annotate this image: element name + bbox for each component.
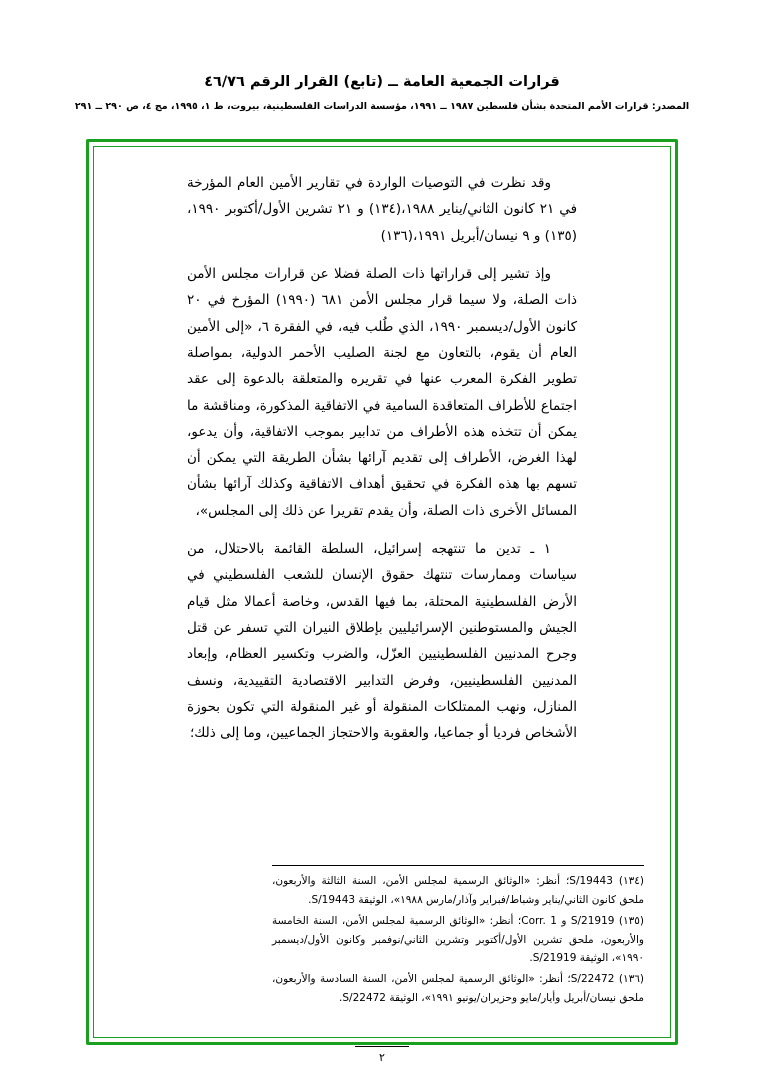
document-header [0,0,764,114]
footnote-item: (١٣٤) S/19443؛ أنظر: «الوثائق الرسمية لمجلس الأمن، السنة الثالثة والأربعون، ملحق كانون الثاني/يناير وشباط/فبراير وآذار/مارس ١٩٨٨»، الوثيقة S/19443. [272,875,644,906]
paragraph: وقد نظرت في التوصيات الواردة في تقارير الأمين العام المؤرخة في ٢١ كانون الثاني/يناير ١٩٨٨،(١٣٤) و ٢١ تشرين الأول/أكتوبر ١٩٩٠،(١٣٥) و ٩ نيسان/أبريل ١٩٩١،(١٣٦) [187,175,578,244]
document-content [120,170,644,1010]
page-footer [0,1046,764,1064]
page-number: ٢ [379,1051,385,1064]
body-text [187,170,577,747]
footer-divider [355,1046,409,1047]
paragraph: وإذ تشير إلى قراراتها ذات الصلة فضلا عن قرارات مجلس الأمن ذات الصلة، ولا سيما قرار مجلس الأمن ٦٨١ (١٩٩٠) المؤرخ في ٢٠ كانون الأول/ديسمبر ١٩٩٠، الذي طُلب فيه، في الفقرة ٦، «إلى الأمين العام أن يقوم، بالتعاون مع لجنة الصليب الأحمر الدولية، بمواصلة تطوير الفكرة المعرب عنها في تقريره والمتعلقة بالدعوة إلى عقد اجتماع للأطراف المتعاقدة السامية في الاتفاقية المذكورة، ومناقشة ما يمكن أن تتخذه هذه الأطراف من تدابير بموجب الاتفاقية، وأن يدعو، لهذا الغرض، الأطراف إلى تقديم آرائها بشأن الطريقة التي يمكن أن تسهم بها هذه الفكرة في تحقيق أهداف الاتفاقية وكذلك آرائها بشأن المسائل الأخرى ذات الصلة، وأن يقدم تقريرا عن ذلك إلى المجلس»، [187,265,577,519]
footnote-item: (١٣٥) S/21919 و Corr. 1؛ أنظر: «الوثائق الرسمية لمجلس الأمن، السنة الخامسة والأربعون، ملحق تشرين الأول/أكتوبر وتشرين الثاني/نوفمبر وكانون الأول/ديسمبر ١٩٩٠»، الوثيقة S/21919. [272,915,645,964]
paragraph: ١ ـ تدين ما تنتهجه إسرائيل، السلطة القائمة بالاحتلال، من سياسات وممارسات تنتهك حقوق الإنسان للشعب الفلسطيني في الأرض الفلسطينية المحتلة، بما فيها القدس، وخاصة أعمالا مثل قيام الجيش والمستوطنين الإسرائيليين بإطلاق النيران التي تسفر عن قتل وجرح المدنيين الفلسطينيين العزّل، والضرب وتكسير العظام، وإبعاد المدنيين الفلسطينيين، وفرض التدابير الاقتصادية التقييدية، ونسف المنازل، ونهب الممتلكات المنقولة أو غير المنقولة التي تكون بحوزة الأشخاص فرديا أو جماعيا، والعقوبة والاحتجاز الجماعيين، وما إلى ذلك؛ [187,541,577,742]
footnotes-section [272,865,644,1010]
page-title: قرارات الجمعية العامة ــ (تابع) القرار الرقم ٤٦/٧٦ [204,74,560,90]
source-line: المصدر: قرارات الأمم المتحدة بشأن فلسطين ١٩٨٧ ــ ١٩٩١، مؤسسة الدراسات الفلسطينية، بيروت، ط ١، ١٩٩٥، مج ٤، ص ٢٩٠ ــ ٢٩١ [74,101,690,113]
footnote-item: (١٣٦) S/22472؛ أنظر: «الوثائق الرسمية لمجلس الأمن، السنة السادسة والأربعون، ملحق نيسان/أبريل وأيار/مايو وحزيران/يونيو ١٩٩١»، الوثيقة S/22472. [272,973,644,1004]
